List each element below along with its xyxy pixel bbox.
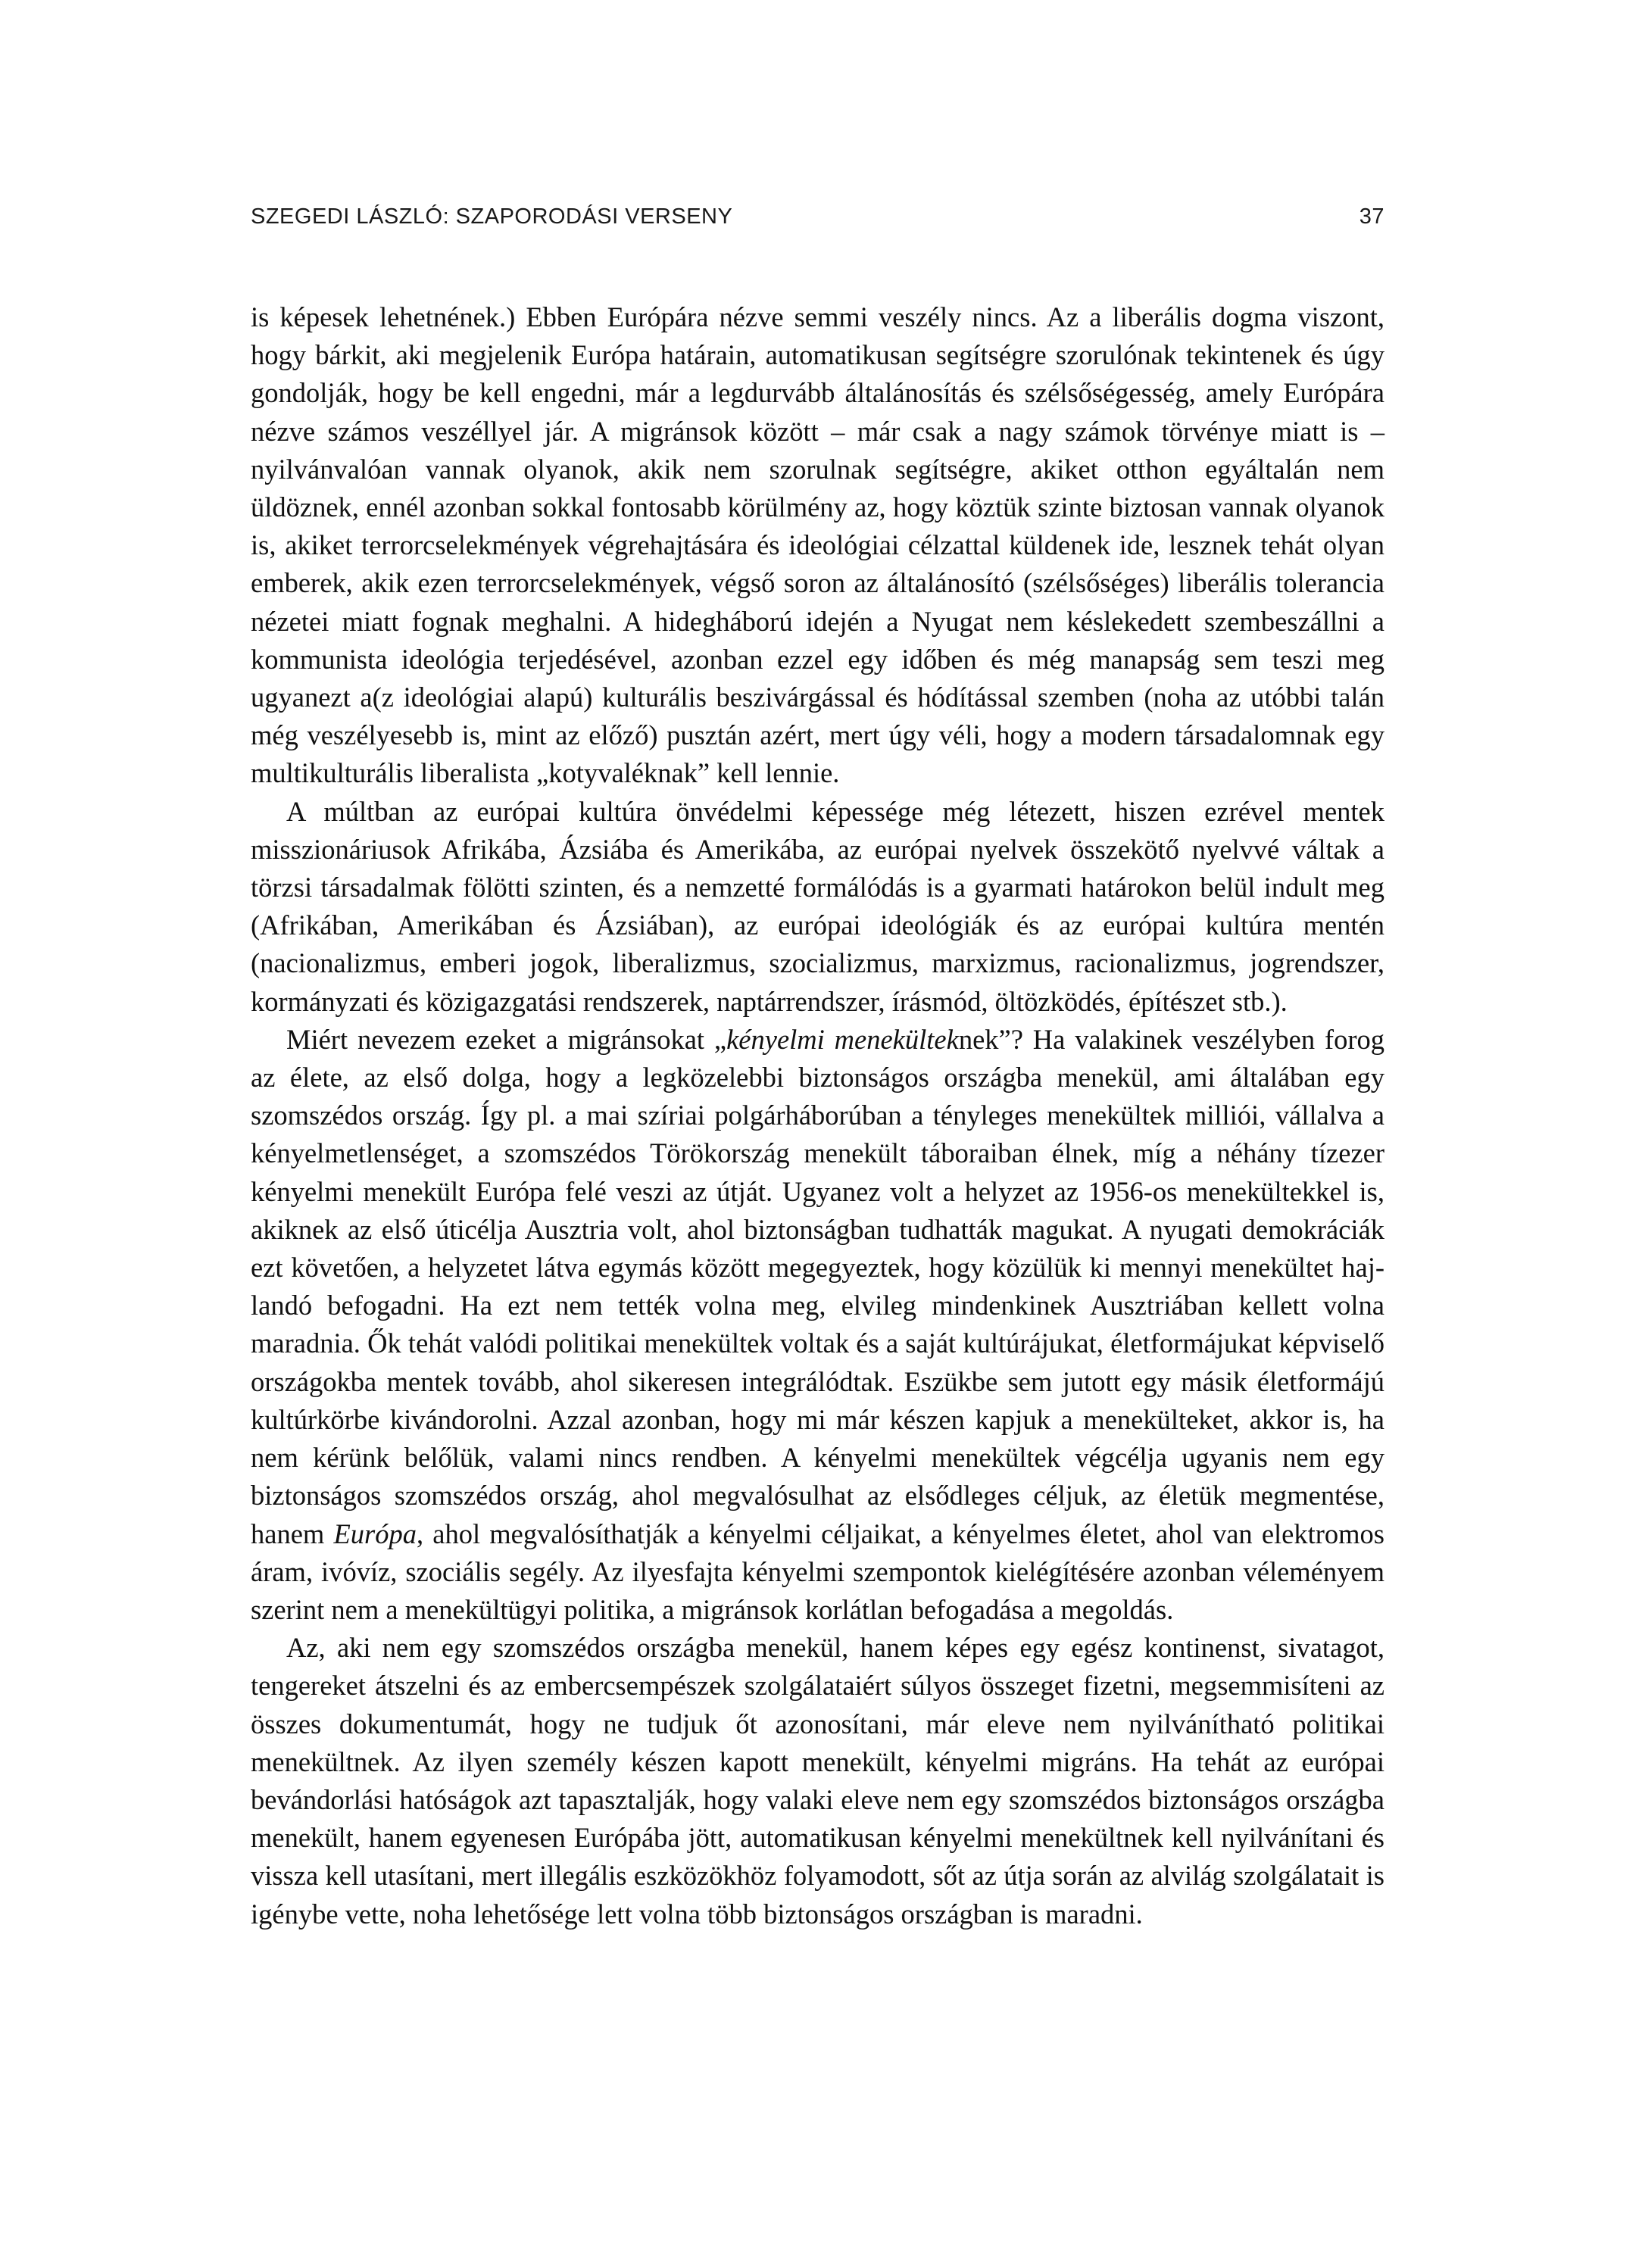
text-run: Az, aki nem egy szomszédos országba menekül, hanem képes egy egész kontinenst, sivatagot, tengereket átszelni és az embercsempészek szolgálataiért súlyos összeget fizetni, megsemmisíteni az összes dokumentumát, hogy ne tudjuk őt azonosítani, már eleve nem nyilvánítható politikai menekültnek. Az ilyen személy készen kapott menekült, kényelmi migráns. Ha tehát az európai bevándorlási hatóságok azt tapasztalják, hogy valaki eleve nem egy szomszédos biztonságos országba menekült, hanem egyenesen Európába jött, automatikusan kényelmi menekültnek kell nyilvánítani és vissza kell utasítani, mert illegális eszközökhöz folyamodott, sőt az útja során az alvilág szolgálatait is igénybe vette, noha lehetősége lett volna több biztonságos országban is maradni. — [251, 1632, 1384, 1930]
body-text — [251, 298, 1384, 1933]
text-run: , ahol megvalósíthatják a kényelmi céljaikat, a kényelmes életet, ahol van elektromos áram, ivóvíz, szociális segély. Az ilyesfajta kényelmi szempontok kielégítésére azonban véleményem szerint nem a menekültügyi politika, a migránsok korlátlan befogadása a megoldás. — [251, 1518, 1385, 1625]
paragraph — [251, 793, 1384, 1021]
text-run: A múltban az európai kultúra önvédelmi képessége még létezett, hiszen ezrével mentek misszionáriusok Afrikába, Ázsiába és Amerikába, az európai nyelvek összekötő nyelvvé váltak a törzsi társadalmak fölötti szinten, és a nemzetté formálódás is a gyarmati határokon belül indult meg (Afrikában, Amerikában és Ázsiában), az európai ideológiák és az európai kultúra mentén (nacionalizmus, emberi jogok, liberalizmus, szocializmus, marxizmus, racionalizmus, jogrendszer, kormányzati és közigazgatási rendszerek, naptárrendszer, írásmód, öltözködés, építészet stb.). — [251, 795, 1384, 1017]
paragraph — [251, 298, 1384, 793]
running-title: SZEGEDI LÁSZLÓ: SZAPORODÁSI VERSENY — [251, 204, 733, 229]
paragraph — [251, 1629, 1384, 1933]
text-run: Miért nevezem ezeket a migránsokat „ — [286, 1023, 727, 1055]
page-number: 37 — [1359, 204, 1384, 229]
running-header — [251, 204, 1384, 235]
italic-text-run: Európa — [333, 1518, 417, 1549]
paragraph — [251, 1021, 1384, 1629]
italic-text-run: kényelmi menekültek — [726, 1023, 959, 1055]
document-page — [251, 204, 1384, 1933]
text-run: is képesek lehetnének.) Ebben Európára nézve semmi veszély nincs. Az a liberális dogma viszont, hogy bárkit, aki megjelenik Európa határain, automatikusan segítségre szorulónak tekintenek és úgy gondolják, hogy be kell engedni, már a legdurvább általánosítás és szélsőségesség, amely Európára nézve számos veszéllyel jár. A migránsok között – már csak a nagy számok törvénye miatt is – nyilvánvalóan vannak olyanok, akik nem szorulnak segítségre, akiket otthon egyáltalán nem üldöznek, ennél azonban sokkal fontosabb körülmény az, hogy köztük szinte biztosan vannak olyanok is, akiket terrorcselekmények végrehajtására és ideológiai célzattal küldenek ide, lesznek tehát olyan emberek, akik ezen terrorcselekmények, végső soron az általánosító (szélsőséges) liberális tolerancia nézetei miatt fognak meghalni. A hidegháború idején a Nyugat nem késlekedett szembeszállni a kommunista ideológia terjedésével, azonban ezzel egy időben és még manapság sem teszi meg ugyanezt a(z ideológiai alapú) kulturális beszivárgással és hódítással szemben (noha az utóbbi talán még veszélyesebb is, mint az előző) pusztán azért, mert úgy véli, hogy a modern társadalomnak egy multikulturális liberalista „kotyvaléknak” kell lennie. — [251, 301, 1384, 789]
text-run: nek”? Ha valakinek veszélyben forog az élete, az első dolga, hogy a legközelebbi biztonságos országba menekül, ami általában egy szomszédos ország. Így pl. a mai szíriai polgárháborúban a tényleges menekültek milliói, vállalva a kényelmetlenséget, a szomszédos Törökország menekült táboraiban élnek, míg a néhány tízezer kényelmi menekült Európa felé veszi az útját. Ugyanez volt a helyzet az 1956-os menekültekkel is, akiknek az első úticélja Ausztria volt, ahol biztonságban tudhatták magukat. A nyugati demokráciák ezt követően, a helyzetet látva egymás között megegyeztek, hogy közülük ki mennyi menekültet hajlandó befogadni. Ha ezt nem tették volna meg, elvileg mindenkinek Ausztriában kellett volna maradnia. Ők tehát valódi politikai menekültek voltak és a saját kultúrájukat, életformájukat képviselő országokba mentek tovább, ahol sikeresen integrálódtak. Eszükbe sem jutott egy másik életformájú kultúrkörbe kivándorolni. Azzal azonban, hogy mi már készen kapjuk a menekülteket, akkor is, ha nem kérünk belőlük, valami nincs rendben. A kényelmi menekültek végcélja ugyanis nem egy biztonságos szomszédos ország, ahol megvalósulhat az elsődleges céljuk, az életük megmentése, hanem — [251, 1023, 1384, 1549]
